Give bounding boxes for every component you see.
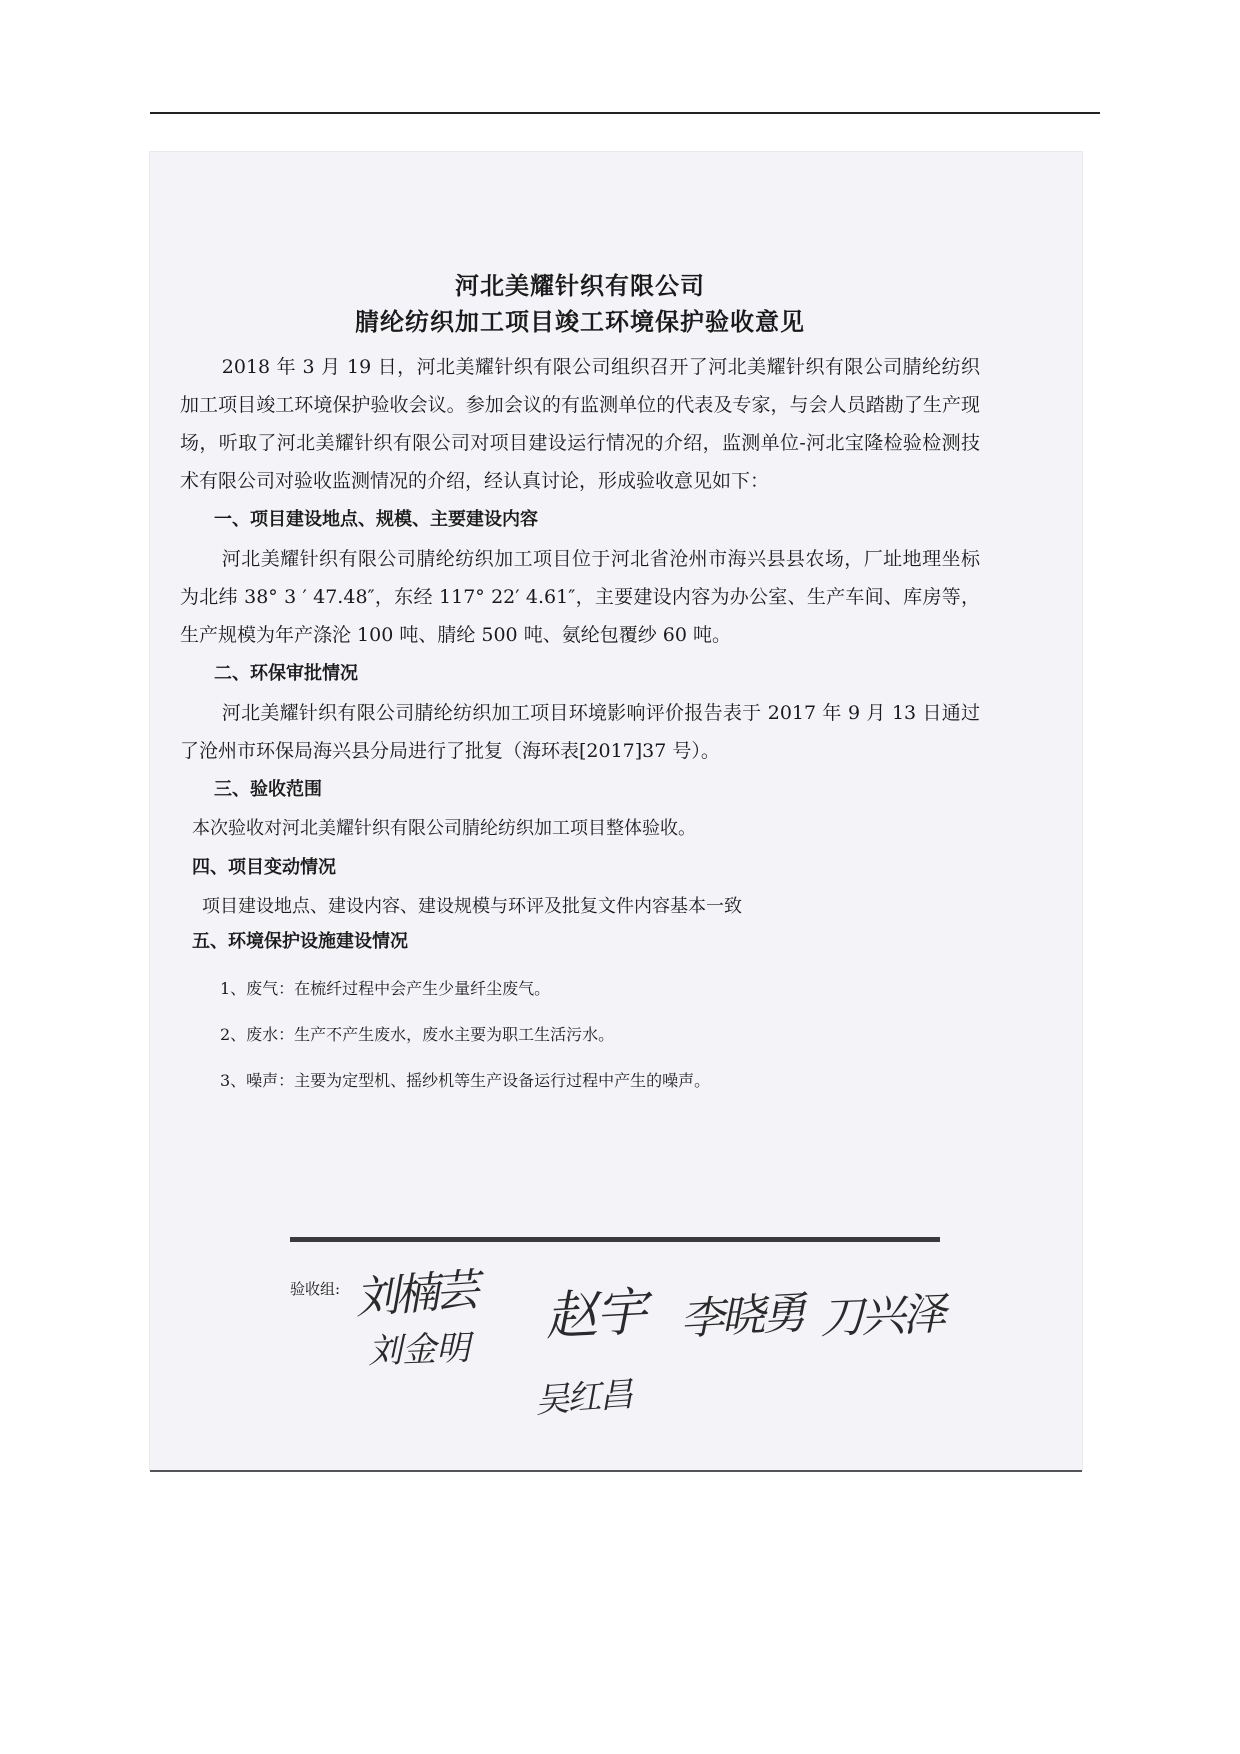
list-item: 2、废水：生产不产生废水，废水主要为职工生活污水。 [220, 1025, 615, 1044]
section-heading: 五、环境保护设施建设情况 [192, 931, 408, 952]
handwritten-signature: 刘金明 [367, 1328, 471, 1372]
document-body [180, 268, 980, 1116]
list-item: 3、噪声：主要为定型机、摇纱机等生产设备运行过程中产生的噪声。 [220, 1071, 711, 1090]
signature-label: 验收组: [290, 1280, 341, 1298]
header-rule [150, 112, 1100, 114]
section-text: 河北美耀针织有限公司腈纶纺织加工项目环境影响评价报告表于 2017 年 9 月 13 日通过了沧州市环保局海兴县分局进行了批复（海环表[2017]37 号）。 [180, 702, 980, 762]
handwritten-signature: 刘楠芸 [353, 1264, 477, 1325]
section-heading: 一、项目建设地点、规模、主要建设内容 [214, 509, 538, 530]
document-subtitle: 腈纶纺织加工项目竣工环境保护验收意见 [355, 307, 805, 336]
section-text: 项目建设地点、建设内容、建设规模与环评及批复文件内容基本一致 [202, 896, 742, 917]
document-title: 河北美耀针织有限公司 [455, 271, 705, 300]
handwritten-signature: 刀兴泽 [819, 1288, 945, 1345]
signature-rule [290, 1237, 940, 1242]
intro-paragraph: 2018 年 3 月 19 日，河北美耀针织有限公司组织召开了河北美耀针织有限公司腈纶纺织加工项目竣工环境保护验收会议。参加会议的有监测单位的代表及专家，与会人员踏勘了生产现场，听取了河北美耀针织有限公司对项目建设运行情况的介绍，监测单位-河北宝隆检验检测技术有限公司对验收监测情况的介绍，经认真讨论，形成验收意见如下： [180, 356, 980, 492]
handwritten-signature: 李晓勇 [678, 1287, 805, 1346]
section-heading: 三、验收范围 [214, 779, 322, 800]
handwritten-signature: 吴红昌 [533, 1374, 633, 1422]
list-item: 1、废气：在梳纤过程中会产生少量纤尘废气。 [220, 979, 551, 998]
handwritten-signature: 赵宇 [543, 1282, 647, 1348]
page-bottom-rule [150, 1470, 1082, 1472]
section-heading: 二、环保审批情况 [214, 663, 358, 684]
section-text: 河北美耀针织有限公司腈纶纺织加工项目位于河北省沧州市海兴县县农场，厂址地理坐标为北纬 38° 3 ′ 47.48″，东经 117° 22′ 4.61″，主要建设内容为办公室、生产车间、库房等，生产规模为年产涤沦 100 吨、腈纶 500 吨、氨纶包覆纱 60 吨。 [180, 548, 980, 646]
section-heading: 四、项目变动情况 [192, 857, 336, 878]
section-text: 本次验收对河北美耀针织有限公司腈纶纺织加工项目整体验收。 [192, 818, 696, 839]
